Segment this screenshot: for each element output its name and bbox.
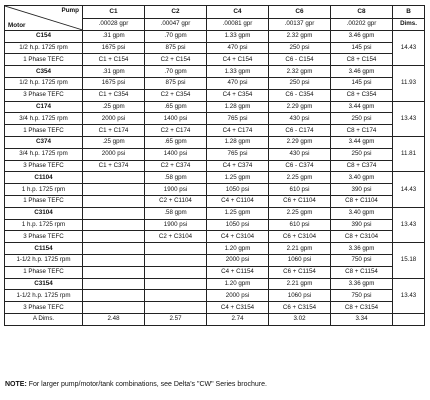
table-cell: C1 + C374: [83, 160, 145, 172]
table-cell: 2000 psi: [207, 254, 269, 266]
b-dims-value: 11.93: [393, 66, 425, 101]
table-cell: C8 + C154: [331, 54, 393, 66]
table-cell: .65 gpm: [145, 136, 207, 148]
motor-model: C3104: [5, 207, 83, 219]
pump-motor-table: [4, 5, 425, 326]
table-cell: C6 - C174: [269, 125, 331, 137]
table-cell: 2.21 gpm: [269, 243, 331, 255]
pump-header-label: Pump: [61, 7, 79, 14]
table-cell: C6 + C1104: [269, 195, 331, 207]
table-cell: [83, 184, 145, 196]
table-cell: 470 psi: [207, 77, 269, 89]
table-cell: C8 + C1104: [331, 195, 393, 207]
table-cell: .70 gpm: [145, 30, 207, 42]
table-row: [5, 136, 425, 148]
gpr-c4: .00081 gpr: [207, 19, 269, 31]
motor-spec: 3/4 h.p. 1725 rpm: [5, 148, 83, 160]
table-cell: 1060 psi: [269, 254, 331, 266]
table-cell: C2 + C354: [145, 89, 207, 101]
table-cell: [83, 266, 145, 278]
motor-spec: 1/2 h.p. 1725 rpm: [5, 77, 83, 89]
motor-spec: 1/2 h.p. 1725 rpm: [5, 42, 83, 54]
table-cell: 145 psi: [331, 42, 393, 54]
gpr-c1: .00028 gpr: [83, 19, 145, 31]
table-cell: 430 psi: [269, 113, 331, 125]
dims-header: Dims.: [393, 19, 425, 31]
table-row: [5, 30, 425, 42]
table-row: [5, 278, 425, 290]
table-cell: 250 psi: [331, 148, 393, 160]
table-cell: 1.33 gpm: [207, 66, 269, 78]
table-cell: .31 gpm: [83, 30, 145, 42]
motor-spec: 3/4 h.p. 1725 rpm: [5, 113, 83, 125]
table-cell: C4 + C1104: [207, 195, 269, 207]
table-cell: [83, 207, 145, 219]
table-row: [5, 54, 425, 66]
table-cell: [145, 254, 207, 266]
motor-phase: 1 Phase TEFC: [5, 54, 83, 66]
column-header-c6: C6: [269, 6, 331, 19]
motor-phase: 1 Phase TEFC: [5, 195, 83, 207]
table-cell: 2.29 gpm: [269, 136, 331, 148]
table-row: [5, 89, 425, 101]
table-cell: 1060 psi: [269, 290, 331, 302]
motor-model: C154: [5, 30, 83, 42]
motor-phase: 1 Phase TEFC: [5, 125, 83, 137]
table-cell: C1 + C354: [83, 89, 145, 101]
table-cell: C8 + C354: [331, 89, 393, 101]
table-row: [5, 243, 425, 255]
table-row: [5, 231, 425, 243]
table-cell: C6 - C374: [269, 160, 331, 172]
a-dims-label: A Dims.: [5, 313, 83, 325]
table-cell: [83, 302, 145, 314]
motor-model: C1154: [5, 243, 83, 255]
table-cell: 1.28 gpm: [207, 136, 269, 148]
table-cell: 1675 psi: [83, 77, 145, 89]
note-text: For larger pump/motor/tank combinations, see Delta's "CW" Series brochure.: [28, 381, 267, 388]
table-cell: 765 psi: [207, 148, 269, 160]
motor-model: C1104: [5, 172, 83, 184]
table-cell: 3.40 gpm: [331, 172, 393, 184]
table-cell: C1 + C154: [83, 54, 145, 66]
table-cell: C4 + C354: [207, 89, 269, 101]
table-cell: 2.25 gpm: [269, 207, 331, 219]
table-cell: C8 + C3104: [331, 231, 393, 243]
table-cell: C1 + C174: [83, 125, 145, 137]
table-cell: 750 psi: [331, 290, 393, 302]
table-row: [5, 302, 425, 314]
pump-motor-corner-header: [5, 6, 83, 31]
table-cell: [83, 254, 145, 266]
table-cell: 1050 psi: [207, 219, 269, 231]
table-cell: 765 psi: [207, 113, 269, 125]
motor-spec: 1 h.p. 1725 rpm: [5, 219, 83, 231]
table-cell: C4 + C174: [207, 125, 269, 137]
table-row: [5, 172, 425, 184]
column-header-c4: C4: [207, 6, 269, 19]
table-cell: 2000 psi: [207, 290, 269, 302]
table-cell: 1400 psi: [145, 113, 207, 125]
table-cell: C2 + C154: [145, 54, 207, 66]
table-row: [5, 195, 425, 207]
table-cell: 1.25 gpm: [207, 207, 269, 219]
table-cell: C8 + C174: [331, 125, 393, 137]
column-header-b: B: [393, 6, 425, 19]
table-cell: 1.25 gpm: [207, 172, 269, 184]
table-cell: [83, 278, 145, 290]
motor-header-label: Motor: [8, 21, 26, 29]
table-row: [5, 66, 425, 78]
table-cell: 1050 psi: [207, 184, 269, 196]
table-cell: 1.28 gpm: [207, 101, 269, 113]
footnote: [5, 380, 425, 389]
table-row: [5, 148, 425, 160]
b-dims-value: 13.43: [393, 207, 425, 242]
table-cell: C4 + C154: [207, 54, 269, 66]
table-cell: C4 + C3154: [207, 302, 269, 314]
table-cell: 1.20 gpm: [207, 278, 269, 290]
table-cell: .31 gpm: [83, 66, 145, 78]
motor-phase: 1 Phase TEFC: [5, 266, 83, 278]
a-dims-c4: 2.74: [207, 313, 269, 325]
table-cell: 875 psi: [145, 77, 207, 89]
table-cell: .25 gpm: [83, 101, 145, 113]
table-cell: C6 - C354: [269, 89, 331, 101]
gpr-c8: .00202 gpr: [331, 19, 393, 31]
table-cell: [145, 290, 207, 302]
table-cell: 3.36 gpm: [331, 278, 393, 290]
table-cell: C2 + C374: [145, 160, 207, 172]
column-header-c1: C1: [83, 6, 145, 19]
motor-model: C374: [5, 136, 83, 148]
note-prefix: NOTE:: [5, 381, 27, 388]
motor-model: C174: [5, 101, 83, 113]
table-cell: C2 + C3104: [145, 231, 207, 243]
a-dims-row: [5, 313, 425, 325]
table-cell: C6 + C3104: [269, 231, 331, 243]
gpr-c6: .00137 gpr: [269, 19, 331, 31]
table-cell: [145, 278, 207, 290]
table-cell: 1400 psi: [145, 148, 207, 160]
table-cell: 3.40 gpm: [331, 207, 393, 219]
table-cell: 1.33 gpm: [207, 30, 269, 42]
table-cell: 3.36 gpm: [331, 243, 393, 255]
table-row: [5, 125, 425, 137]
table-cell: 1675 psi: [83, 42, 145, 54]
table-cell: .58 gpm: [145, 172, 207, 184]
table-cell: C2 + C174: [145, 125, 207, 137]
b-dims-value: 15.18: [393, 243, 425, 278]
table-row: [5, 77, 425, 89]
table-cell: C4 + C1154: [207, 266, 269, 278]
table-cell: 1.20 gpm: [207, 243, 269, 255]
table-cell: [83, 290, 145, 302]
table-cell: [83, 195, 145, 207]
table-cell: [145, 266, 207, 278]
table-cell: [83, 243, 145, 255]
table-cell: 145 psi: [331, 77, 393, 89]
b-dims-value: 14.43: [393, 172, 425, 207]
column-header-c2: C2: [145, 6, 207, 19]
table-row: [5, 219, 425, 231]
table-cell: 2.25 gpm: [269, 172, 331, 184]
table-cell: .25 gpm: [83, 136, 145, 148]
table-cell: [145, 243, 207, 255]
table-cell: 470 psi: [207, 42, 269, 54]
table-row: [5, 101, 425, 113]
table-cell: C8 + C3154: [331, 302, 393, 314]
table-row: [5, 266, 425, 278]
table-cell: C6 - C154: [269, 54, 331, 66]
a-dims-c6: 3.02: [269, 313, 331, 325]
table-cell: [145, 302, 207, 314]
table-row: [5, 184, 425, 196]
a-dims-c2: 2.57: [145, 313, 207, 325]
a-dims-c8: 3.34: [331, 313, 393, 325]
table-cell: .65 gpm: [145, 101, 207, 113]
table-row: [5, 207, 425, 219]
table-cell: 2.21 gpm: [269, 278, 331, 290]
a-dims-c1: 2.48: [83, 313, 145, 325]
table-cell: 2000 psi: [83, 113, 145, 125]
table-cell: 2.32 gpm: [269, 30, 331, 42]
motor-phase: 3 Phase TEFC: [5, 89, 83, 101]
table-row: [5, 42, 425, 54]
motor-phase: 3 Phase TEFC: [5, 160, 83, 172]
gpr-c2: .00047 gpr: [145, 19, 207, 31]
table-cell: 2000 psi: [83, 148, 145, 160]
table-cell: .70 gpm: [145, 66, 207, 78]
table-cell: C4 + C374: [207, 160, 269, 172]
table-cell: .58 gpm: [145, 207, 207, 219]
b-dims-value: 13.43: [393, 101, 425, 136]
table-cell: 3.44 gpm: [331, 136, 393, 148]
b-dims-value: 14.43: [393, 30, 425, 65]
table-cell: 2.29 gpm: [269, 101, 331, 113]
a-dims-b: [393, 313, 425, 325]
table-cell: 610 psi: [269, 184, 331, 196]
table-row: [5, 113, 425, 125]
table-cell: 250 psi: [269, 42, 331, 54]
motor-spec: 1 h.p. 1725 rpm: [5, 184, 83, 196]
b-dims-value: 13.43: [393, 278, 425, 313]
b-dims-value: 11.81: [393, 136, 425, 171]
table-cell: 750 psi: [331, 254, 393, 266]
motor-spec: 1-1/2 h.p. 1725 rpm: [5, 254, 83, 266]
table-cell: 3.46 gpm: [331, 30, 393, 42]
table-row: [5, 290, 425, 302]
table-cell: C6 + C3154: [269, 302, 331, 314]
motor-rows: [5, 30, 425, 313]
table-cell: C4 + C3104: [207, 231, 269, 243]
table-cell: 2.32 gpm: [269, 66, 331, 78]
table-cell: C2 + C1104: [145, 195, 207, 207]
column-header-c8: C8: [331, 6, 393, 19]
table-cell: C8 + C1154: [331, 266, 393, 278]
table-row: [5, 160, 425, 172]
motor-spec: 1-1/2 h.p. 1725 rpm: [5, 290, 83, 302]
motor-phase: 3 Phase TEFC: [5, 302, 83, 314]
table-cell: 250 psi: [269, 77, 331, 89]
table-cell: 1900 psi: [145, 184, 207, 196]
table-cell: 1900 psi: [145, 219, 207, 231]
table-cell: 390 psi: [331, 184, 393, 196]
motor-phase: 3 Phase TEFC: [5, 231, 83, 243]
table-cell: 610 psi: [269, 219, 331, 231]
motor-model: C354: [5, 66, 83, 78]
table-cell: C6 + C1154: [269, 266, 331, 278]
table-cell: 430 psi: [269, 148, 331, 160]
table-cell: 390 psi: [331, 219, 393, 231]
table-cell: [83, 219, 145, 231]
table-cell: 250 psi: [331, 113, 393, 125]
table-cell: C8 + C374: [331, 160, 393, 172]
table-cell: 3.46 gpm: [331, 66, 393, 78]
motor-model: C3154: [5, 278, 83, 290]
table-cell: 875 psi: [145, 42, 207, 54]
table-cell: 3.44 gpm: [331, 101, 393, 113]
table-cell: [83, 172, 145, 184]
table-row: [5, 254, 425, 266]
table-cell: [83, 231, 145, 243]
